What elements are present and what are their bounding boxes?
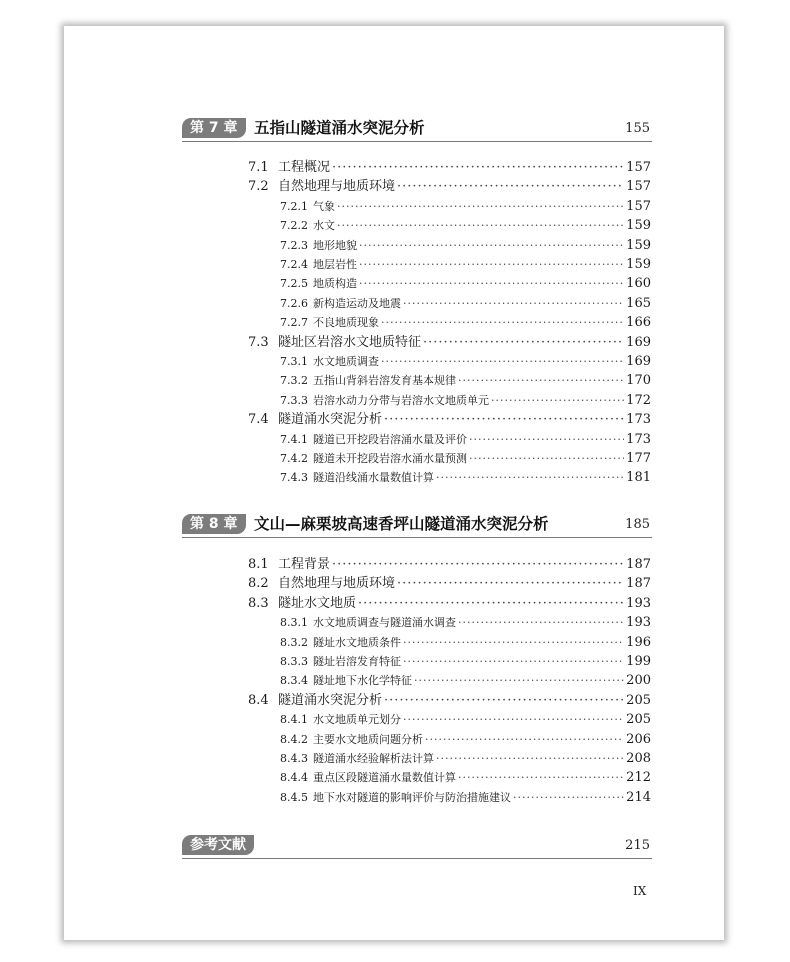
toc-entry-page-number: 160 xyxy=(626,276,651,292)
toc-entry-page-number: 193 xyxy=(626,595,651,611)
toc-entry-number: 7.2 xyxy=(248,179,269,195)
toc-entry-title: 隧址岩溶发育特征 xyxy=(313,655,401,668)
toc-dot-leader xyxy=(423,334,624,352)
toc-entry-number: 8.4.1 xyxy=(280,713,308,727)
toc-subsection-entry xyxy=(280,372,651,390)
toc-entry-page-number: 159 xyxy=(626,218,651,234)
toc-section-entry xyxy=(248,595,651,613)
toc-dot-leader xyxy=(469,431,624,449)
toc-entry-page-number: 169 xyxy=(626,334,651,350)
toc-entry-page-number: 165 xyxy=(626,295,651,311)
toc-entry-page-number: 208 xyxy=(626,751,651,766)
toc-entry-number: 7.4.3 xyxy=(280,471,308,485)
toc-entry-page-number: 205 xyxy=(626,712,651,728)
toc-entry-number: 8.4.3 xyxy=(280,752,308,765)
toc-entry-title: 隧址水文地质条件 xyxy=(313,635,401,649)
toc-dot-leader xyxy=(403,653,624,671)
toc-entry-page-number: 199 xyxy=(626,654,651,669)
toc-entry-page-number: 193 xyxy=(626,615,651,631)
toc-dot-leader xyxy=(491,392,624,410)
toc-entry-number: 7.3.3 xyxy=(280,393,308,407)
toc-entry-page-number: 169 xyxy=(626,354,651,369)
toc-entry-title: 岩溶水动力分带与岩溶水文地质单元 xyxy=(313,393,489,407)
toc-entry-number: 7.4 xyxy=(248,412,269,428)
toc-entry-page-number: 212 xyxy=(626,770,651,786)
toc-dot-leader xyxy=(397,575,624,593)
toc-entry-title: 自然地理与地质环境 xyxy=(278,576,396,592)
toc-entry-page-number: 173 xyxy=(626,431,651,447)
toc-entry-page-number: 157 xyxy=(626,198,651,214)
toc-entry-title: 工程背景 xyxy=(278,557,331,572)
toc-subsection-entry xyxy=(280,614,651,632)
toc-dot-leader xyxy=(458,614,624,632)
toc-entry-title: 隧道涌水突泥分析 xyxy=(278,692,383,708)
references-badge: 参考文献 xyxy=(182,835,254,855)
chapter-heading xyxy=(182,117,652,142)
toc-subsection-entry xyxy=(280,217,651,235)
toc-dot-leader xyxy=(337,198,624,216)
page-folio: IX xyxy=(633,884,647,898)
toc-entry-number: 7.3.1 xyxy=(280,355,308,368)
toc-dot-leader xyxy=(403,295,624,313)
toc-subsection-entry xyxy=(280,769,651,787)
toc-entry-page-number: 172 xyxy=(626,392,651,408)
toc-entry-page-number: 187 xyxy=(626,557,651,572)
toc-subsection-entry xyxy=(280,731,651,749)
toc-section-entry xyxy=(248,692,651,710)
toc-entry-title: 隧址水文地质 xyxy=(278,595,357,611)
toc-entry-title: 主要水文地质问题分析 xyxy=(313,732,423,746)
toc-entry-page-number: 206 xyxy=(626,731,651,747)
toc-subsection-entry xyxy=(280,295,651,313)
toc-entry-title: 水文地质调查与隧道涌水调查 xyxy=(313,616,456,630)
toc-entry-page-number: 187 xyxy=(626,576,651,592)
chapter-badge: 第 8 章 xyxy=(182,514,246,534)
toc-entry-title: 隧道沿线涌水量数值计算 xyxy=(313,471,434,485)
toc-dot-leader xyxy=(381,314,624,332)
toc-entry-number: 8.4.2 xyxy=(280,732,308,746)
toc-entry-title: 不良地质现象 xyxy=(313,316,379,330)
toc-entry-title: 自然地理与地质环境 xyxy=(278,179,396,195)
toc-entry-number: 8.3.2 xyxy=(280,635,308,649)
chapter-title: 文山—麻栗坡高速香坪山隧道涌水突泥分析 xyxy=(254,515,549,533)
toc-section-entry xyxy=(248,334,651,352)
toc-entry-number: 7.2.1 xyxy=(280,199,308,213)
toc-entry-page-number: 159 xyxy=(626,237,651,253)
toc-entry-page-number: 159 xyxy=(626,257,651,272)
toc-subsection-entry xyxy=(280,653,651,671)
toc-dot-leader xyxy=(359,256,624,274)
chapter-page-number: 185 xyxy=(625,517,650,532)
toc-entry-number: 8.3.3 xyxy=(280,655,308,668)
toc-entry-title: 地质构造 xyxy=(313,277,357,291)
toc-entry-number: 8.3.1 xyxy=(280,616,308,630)
toc-entry-page-number: 166 xyxy=(626,315,651,331)
toc-entry-number: 7.1 xyxy=(248,160,269,175)
toc-entry-title: 隧道已开挖段岩溶涌水量及评价 xyxy=(313,432,467,446)
toc-entry-number: 7.3.2 xyxy=(280,374,308,388)
toc-dot-leader xyxy=(359,237,624,255)
toc-subsection-entry xyxy=(280,431,651,449)
toc-entry-number: 7.4.1 xyxy=(280,432,308,446)
toc-subsection-entry xyxy=(280,256,651,274)
toc-entry-page-number: 214 xyxy=(626,789,651,805)
toc-entry-page-number: 173 xyxy=(626,412,651,428)
toc-section-entry xyxy=(248,411,651,429)
toc-dot-leader xyxy=(332,159,624,177)
toc-dot-leader xyxy=(397,178,624,196)
toc-subsection-entry xyxy=(280,275,651,293)
toc-entry-title: 隧址地下水化学特征 xyxy=(313,674,412,688)
toc-subsection-entry xyxy=(280,198,651,216)
toc-entry-number: 8.3.4 xyxy=(280,674,308,688)
toc-subsection-entry xyxy=(280,353,651,371)
toc-subsection-entry xyxy=(280,634,651,652)
toc-entry-title: 五指山背斜岩溶发育基本规律 xyxy=(313,374,456,388)
toc-entry-number: 8.2 xyxy=(248,576,269,592)
toc-dot-leader xyxy=(436,469,624,487)
toc-entry-page-number: 157 xyxy=(626,179,651,195)
toc-subsection-entry xyxy=(280,672,651,690)
toc-dot-leader xyxy=(384,411,624,429)
toc-entry-number: 8.4.4 xyxy=(280,771,308,785)
toc-entry-page-number: 157 xyxy=(626,160,651,175)
toc-entry-page-number: 205 xyxy=(626,692,651,708)
toc-entry-number: 8.4 xyxy=(248,692,269,708)
toc-section-entry xyxy=(248,575,651,593)
toc-entry-title: 水文地质调查 xyxy=(313,355,379,368)
toc-entry-title: 地下水对隧道的影响评价与防治措施建议 xyxy=(313,790,511,804)
toc-section-entry xyxy=(248,159,651,177)
toc-dot-leader xyxy=(436,750,624,768)
toc-entry-number: 7.2.7 xyxy=(280,316,308,330)
toc-dot-leader xyxy=(458,372,624,390)
toc-entry-number: 7.2.5 xyxy=(280,277,308,291)
toc-entry-title: 隧址区岩溶水文地质特征 xyxy=(278,334,422,350)
toc-entry-page-number: 177 xyxy=(626,451,651,466)
toc-entry-title: 水文 xyxy=(313,219,335,233)
toc-entry-title: 隧道涌水经验解析法计算 xyxy=(313,752,434,765)
toc-entry-page-number: 200 xyxy=(626,673,651,689)
toc-entry-title: 地层岩性 xyxy=(313,258,357,271)
toc-dot-leader xyxy=(337,217,624,235)
references-page-number: 215 xyxy=(625,838,650,853)
toc-dot-leader xyxy=(469,450,624,468)
toc-subsection-entry xyxy=(280,469,651,487)
toc-entry-title: 地形地貌 xyxy=(313,238,357,252)
toc-subsection-entry xyxy=(280,789,651,807)
toc-entry-number: 7.4.2 xyxy=(280,452,308,465)
toc-entry-title: 重点区段隧道涌水量数值计算 xyxy=(313,771,456,785)
toc-dot-leader xyxy=(403,711,624,729)
toc-subsection-entry xyxy=(280,711,651,729)
toc-entry-number: 7.2.6 xyxy=(280,296,308,310)
toc-subsection-entry xyxy=(280,750,651,768)
toc-section-entry xyxy=(248,556,651,574)
toc-dot-leader xyxy=(425,731,624,749)
toc-entry-number: 8.4.5 xyxy=(280,790,308,804)
toc-entry-number: 7.2.2 xyxy=(280,219,308,233)
toc-entry-title: 新构造运动及地震 xyxy=(313,296,401,310)
toc-entry-title: 隧道未开挖段岩溶水涌水量预测 xyxy=(313,452,467,465)
toc-entry-number: 7.3 xyxy=(248,334,269,350)
toc-dot-leader xyxy=(358,595,624,613)
toc-dot-leader xyxy=(359,275,624,293)
toc-section-entry xyxy=(248,178,651,196)
chapter-page-number: 155 xyxy=(625,121,650,136)
toc-entry-number: 8.1 xyxy=(248,557,269,572)
toc-dot-leader xyxy=(381,353,624,371)
toc-dot-leader xyxy=(332,556,624,574)
toc-dot-leader xyxy=(458,769,624,787)
references-heading xyxy=(182,834,652,859)
toc-entry-page-number: 196 xyxy=(626,634,651,650)
toc-dot-leader xyxy=(513,789,624,807)
chapter-title: 五指山隧道涌水突泥分析 xyxy=(254,119,425,137)
toc-entry-number: 7.2.3 xyxy=(280,238,308,252)
toc-entry-page-number: 181 xyxy=(626,470,651,486)
toc-entry-title: 气象 xyxy=(313,199,335,213)
toc-subsection-entry xyxy=(280,450,651,468)
toc-entry-title: 工程概况 xyxy=(278,160,331,175)
toc-subsection-entry xyxy=(280,237,651,255)
toc-entry-number: 7.2.4 xyxy=(280,258,308,271)
chapter-badge: 第 7 章 xyxy=(182,118,246,138)
toc-dot-leader xyxy=(384,692,624,710)
toc-entry-title: 隧道涌水突泥分析 xyxy=(278,412,383,428)
toc-dot-leader xyxy=(414,672,624,690)
toc-entry-page-number: 170 xyxy=(626,373,651,389)
toc-dot-leader xyxy=(403,634,624,652)
toc-subsection-entry xyxy=(280,392,651,410)
chapter-heading xyxy=(182,513,652,538)
toc-entry-title: 水文地质单元划分 xyxy=(313,713,401,727)
toc-entry-number: 8.3 xyxy=(248,595,269,611)
toc-subsection-entry xyxy=(280,314,651,332)
